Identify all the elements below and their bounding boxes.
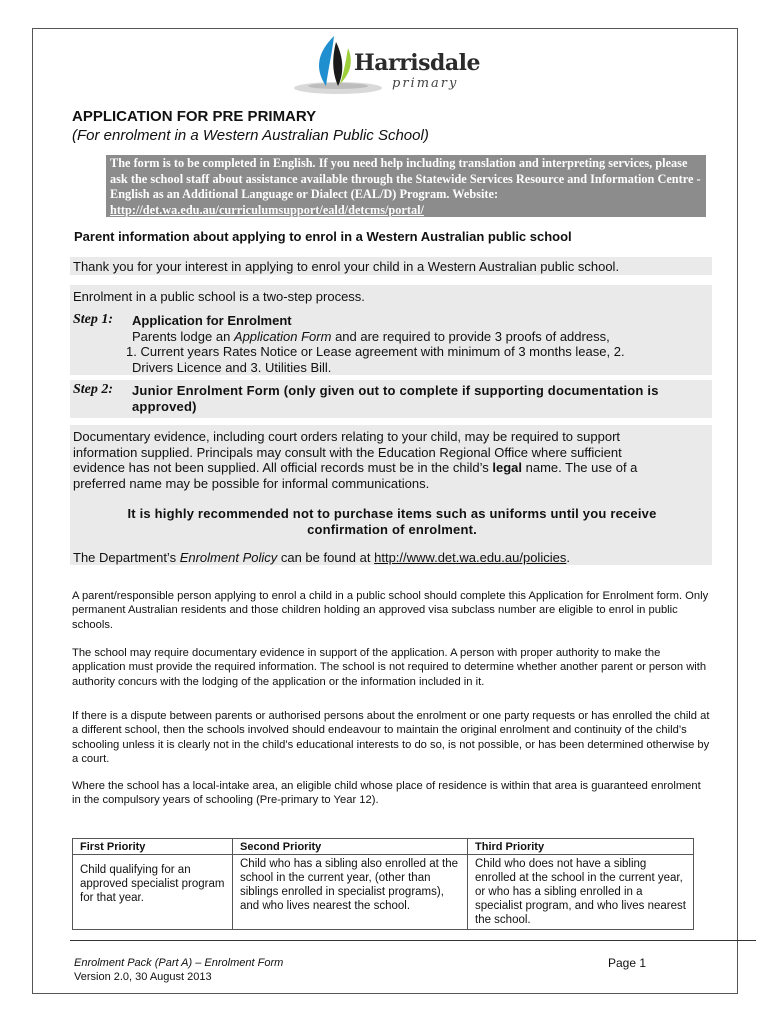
step2-title-line2: approved) bbox=[132, 398, 197, 414]
table-header-row bbox=[73, 839, 694, 855]
table-row bbox=[73, 855, 694, 930]
policy-middle: can be found at bbox=[277, 550, 375, 565]
step1-title: Application for Enrolment bbox=[132, 313, 292, 328]
step1-line1-a: Parents lodge an bbox=[132, 328, 234, 344]
step1-label: Step 1: bbox=[73, 312, 114, 327]
evidence-line3-a: evidence has not been supplied. All official records must be in the child’s bbox=[73, 460, 493, 475]
footer-divider bbox=[70, 940, 756, 941]
application-form-em: Application Form bbox=[233, 328, 332, 344]
policy-suffix: . bbox=[566, 550, 570, 565]
third-priority-cell: Child who does not have a sibling enrolled at the school in the current year, or who has a sibling enrolled in a specialist program, and who lives nearest the school. bbox=[468, 855, 694, 930]
evidence-line1: Documentary evidence, including court orders relating to your child, may be required to support bbox=[73, 429, 621, 444]
paragraph-eligibility: A parent/responsible person applying to enrol a child in a public school should complete this Application for Enrolment form. Only permanent Australian residents and those children holding an approved visa subclass number are eligible to enrol in public schools. bbox=[72, 590, 709, 631]
parent-info-heading: Parent information about applying to enrol in a Western Australian public school bbox=[74, 229, 572, 244]
paragraph-local-intake: Where the school has a local-intake area, an eligible child whose place of residence is within that area is guaranteed enrolment in the compulsory years of schooling (Pre-primary to Year 12). bbox=[72, 780, 701, 807]
recommend-note bbox=[72, 506, 712, 537]
enrolment-policy-em: Enrolment Policy bbox=[179, 550, 278, 565]
footer-version: Version 2.0, 30 August 2013 bbox=[74, 971, 212, 983]
step1-line2: 1. Current years Rates Notice or Lease agreement with minimum of 3 months lease, 2. bbox=[126, 344, 625, 359]
step1-line1-b: and are required to provide 3 proofs of address, bbox=[331, 328, 610, 344]
step2-title-line1: Junior Enrolment Form (only given out to complete if supporting documentation is bbox=[132, 383, 659, 398]
evidence-text bbox=[73, 429, 637, 491]
step2-title bbox=[132, 383, 659, 414]
step1-line1 bbox=[132, 329, 625, 345]
policy-text bbox=[73, 550, 570, 566]
third-priority-header: Third Priority bbox=[468, 839, 694, 855]
thank-you-text: Thank you for your interest in applying to enrol your child in a Western Australian public school. bbox=[73, 259, 620, 274]
paragraph-dispute: If there is a dispute between parents or authorised persons about the enrolment or one party requests or has enrolled the child at a different school, then the schools involved should endeavour to maintain the original enrolment and continuity of the child’s schooling unless it is clearly not in the child’s educational interests to do so, is not possible, or has been determined otherwise by a court. bbox=[72, 710, 710, 765]
page-number: Page 1 bbox=[608, 956, 647, 970]
first-priority-header: First Priority bbox=[73, 839, 233, 855]
two-step-text: Enrolment in a public school is a two-step process. bbox=[73, 289, 365, 304]
policies-link[interactable]: http://www.det.wa.edu.au/policies bbox=[374, 550, 567, 565]
first-priority-cell: Child qualifying for an approved specialist program for that year. bbox=[73, 855, 233, 930]
second-priority-cell: Child who has a sibling also enrolled at the school in the current year, (other than siblings enrolled in specialist programs), and who lives nearest the school. bbox=[233, 855, 468, 930]
paragraph-documentary: The school may require documentary evidence in support of the application. A person with proper authority to make the application must provide the required information. The school is not required to determine whether another parent or person with authority concurs with the lodging of the application or the information included in it. bbox=[72, 647, 707, 688]
recommend-line1: It is highly recommended not to purchase items such as uniforms until you receive bbox=[127, 506, 657, 521]
footer-doc-name: Enrolment Pack (Part A) – Enrolment Form bbox=[74, 957, 284, 969]
footer-text bbox=[74, 956, 283, 984]
second-priority-header: Second Priority bbox=[233, 839, 468, 855]
logo-name: Harrisdale bbox=[354, 50, 480, 76]
eald-link[interactable]: http://det.wa.edu.au/curriculumsupport/eald/detcms/portal/ bbox=[110, 202, 424, 217]
notice-text: The form is to be completed in English. If you need help including translation and interpreting services, please ask the school staff about assistance available through the Statewide Services Resource and Information Centre - English as an Additional Language or Dialect (EAL/D) Program. Website: bbox=[110, 156, 701, 201]
priority-table bbox=[72, 838, 694, 930]
recommend-line2: confirmation of enrolment. bbox=[307, 521, 477, 537]
page-title: APPLICATION FOR PRE PRIMARY bbox=[72, 108, 317, 125]
evidence-line3-b: name. The use of a bbox=[522, 460, 638, 475]
legal-bold: legal bbox=[492, 460, 523, 475]
translation-notice bbox=[106, 155, 706, 217]
evidence-line3 bbox=[73, 460, 637, 476]
logo-sub: primary bbox=[392, 76, 459, 91]
page-subtitle: (For enrolment in a Western Australian Public School) bbox=[72, 127, 429, 144]
step1-body bbox=[126, 313, 625, 375]
step2-label: Step 2: bbox=[73, 382, 114, 397]
evidence-line2: information supplied. Principals may consult with the Education Regional Office where sufficient bbox=[73, 444, 622, 460]
step1-line3: Drivers Licence and 3. Utilities Bill. bbox=[132, 359, 332, 375]
policy-prefix: The Department’s bbox=[73, 550, 180, 565]
evidence-line4: preferred name may be possible for informal communications. bbox=[73, 475, 430, 491]
